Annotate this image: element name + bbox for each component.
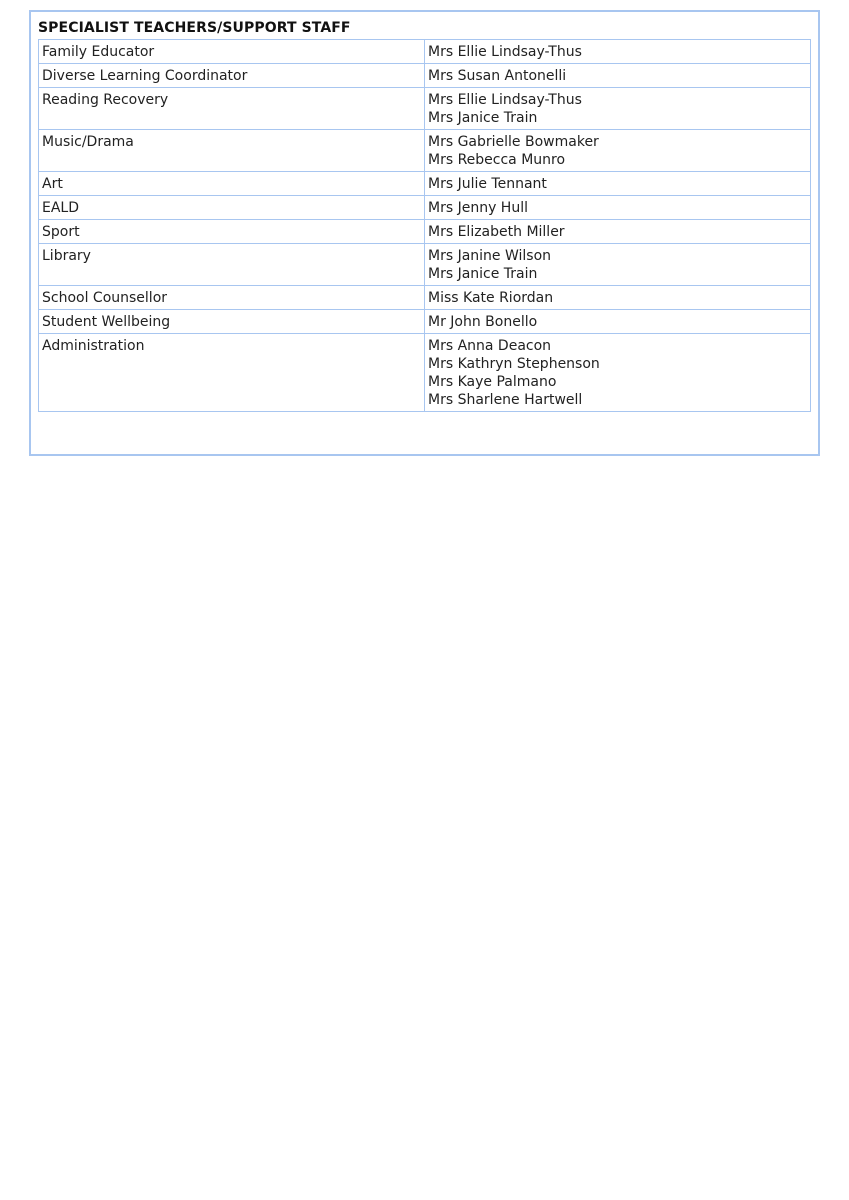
role-cell: Sport <box>39 220 425 244</box>
table-row <box>39 334 811 412</box>
table-row <box>39 244 811 286</box>
staff-name: Miss Kate Riordan <box>428 290 554 306</box>
staff-name: Mrs Janice Train <box>428 266 538 282</box>
section-title: SPECIALIST TEACHERS/SUPPORT STAFF <box>38 20 351 36</box>
staff-section-frame <box>29 10 820 456</box>
staff-name: Mrs Kathryn Stephenson <box>428 356 600 372</box>
names-cell <box>425 310 811 334</box>
role-cell: Diverse Learning Coordinator <box>39 64 425 88</box>
staff-name: Mrs Ellie Lindsay-Thus <box>428 92 582 108</box>
table-row <box>39 130 811 172</box>
staff-name: Mrs Gabrielle Bowmaker <box>428 134 599 150</box>
role-cell: Reading Recovery <box>39 88 425 130</box>
names-cell <box>425 130 811 172</box>
staff-name: Mrs Susan Antonelli <box>428 68 567 84</box>
staff-name: Mrs Elizabeth Miller <box>428 224 565 240</box>
table-row <box>39 220 811 244</box>
role-cell: Administration <box>39 334 425 412</box>
table-row <box>39 172 811 196</box>
staff-name: Mrs Janine Wilson <box>428 248 552 264</box>
table-row <box>39 286 811 310</box>
names-cell <box>425 220 811 244</box>
staff-table-body <box>39 40 811 412</box>
role-cell: Art <box>39 172 425 196</box>
staff-name: Mrs Rebecca Munro <box>428 152 566 168</box>
names-cell <box>425 244 811 286</box>
names-cell <box>425 286 811 310</box>
role-cell: EALD <box>39 196 425 220</box>
role-cell: School Counsellor <box>39 286 425 310</box>
staff-name: Mrs Sharlene Hartwell <box>428 392 583 408</box>
staff-table <box>38 39 811 412</box>
names-cell <box>425 196 811 220</box>
table-row <box>39 196 811 220</box>
role-cell: Student Wellbeing <box>39 310 425 334</box>
staff-name: Mrs Ellie Lindsay-Thus <box>428 44 582 60</box>
table-row <box>39 64 811 88</box>
staff-name: Mrs Jenny Hull <box>428 200 528 216</box>
staff-name: Mrs Kaye Palmano <box>428 374 557 390</box>
staff-name: Mrs Janice Train <box>428 110 538 126</box>
names-cell <box>425 64 811 88</box>
role-cell: Family Educator <box>39 40 425 64</box>
names-cell <box>425 88 811 130</box>
staff-name: Mrs Anna Deacon <box>428 338 552 354</box>
names-cell <box>425 40 811 64</box>
role-cell: Music/Drama <box>39 130 425 172</box>
role-cell: Library <box>39 244 425 286</box>
table-row <box>39 40 811 64</box>
names-cell <box>425 334 811 412</box>
table-row <box>39 310 811 334</box>
names-cell <box>425 172 811 196</box>
staff-name: Mr John Bonello <box>428 314 538 330</box>
staff-name: Mrs Julie Tennant <box>428 176 547 192</box>
table-row <box>39 88 811 130</box>
